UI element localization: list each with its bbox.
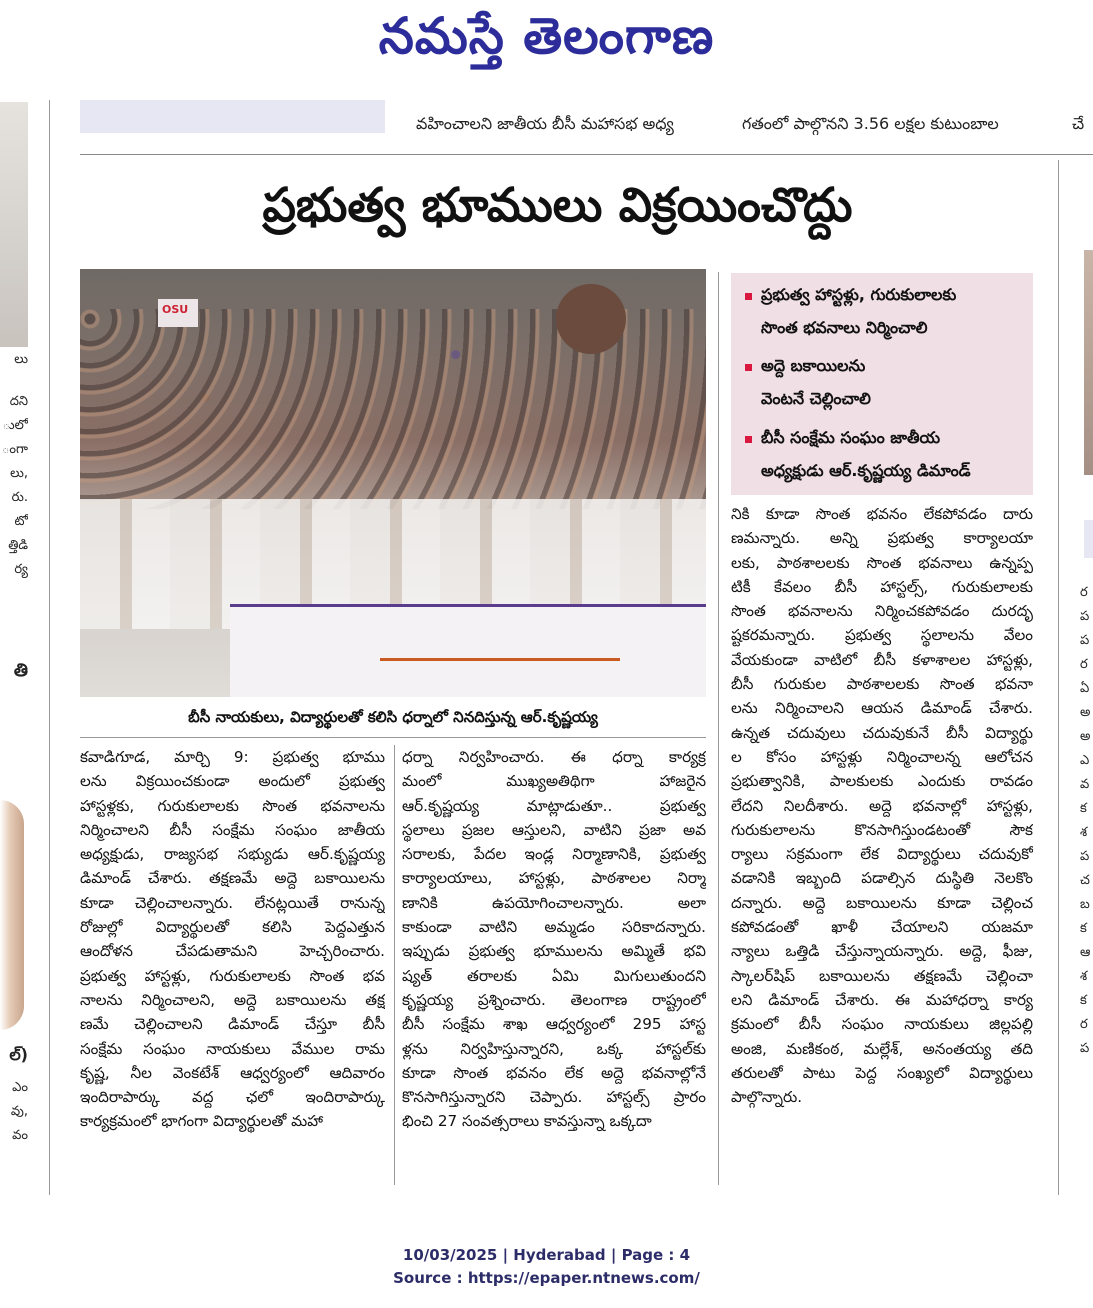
column-rule	[1058, 160, 1059, 1195]
page-footer	[0, 1244, 1093, 1290]
left-fragment: త్తిడి	[8, 538, 28, 553]
article-line: ఇప్పుడు ప్రభుత్వ భూములను అమ్మితే భవి	[402, 942, 706, 961]
article-line: కృష్ణయ్య ప్రశ్నించారు. తెలంగాణ రాష్ట్రంలో	[402, 990, 706, 1009]
top-divider	[80, 154, 1093, 155]
article-line: ప్రభుత్వానికి, పాలకులకు ఎందుకు రావడం	[731, 772, 1033, 791]
article-line: ల కోసం హాస్టళ్లు నిర్మించాలన్న ఆలోచన	[731, 747, 1033, 766]
left-fragment: తి	[13, 660, 28, 681]
article-line: నాలను నిర్మించాలని, అద్దె బకాయిలను తక్ష	[80, 990, 385, 1009]
article-line: తరులతో పాటు పెద్ద సంఖ్యలో విద్యార్థులు	[731, 1063, 1033, 1082]
left-fragment: ల్)	[9, 1045, 28, 1064]
right-neighbor-photo	[1084, 250, 1093, 475]
left-fragment: లు,	[10, 466, 28, 481]
right-fragment: చ	[1080, 873, 1090, 888]
right-fragment: అ	[1080, 729, 1091, 744]
article-line: ధర్నా నిర్వహించారు. ఈ ధర్నా కార్యక్ర	[402, 748, 706, 766]
right-fragment: ర	[1080, 1017, 1088, 1032]
right-fragment: బ	[1080, 897, 1090, 912]
article-line: సరాలకు, పేదల ఇండ్ల నిర్మాణానికి, ప్రభుత్వ	[402, 845, 706, 864]
right-fragment: ఏ	[1080, 681, 1090, 696]
right-fragment: ప	[1080, 609, 1090, 624]
left-fragment: ంగా	[1, 442, 28, 457]
article-line: ఆందోళన చేపడుతామని హెచ్చరించారు.	[80, 942, 385, 961]
photo-caption: బీసీ నాయకులు, విద్యార్థులతో కలిసి ధర్నాలో నినదిస్తున్న ఆర్.కృష్ణయ్య	[188, 708, 598, 726]
article-line: హాస్టళ్లకు, గురుకులాలకు సొంత భవనాలను	[80, 796, 385, 815]
left-neighbor-photo	[0, 102, 28, 347]
left-fragment: ఎం	[12, 1080, 28, 1095]
epaper-page	[0, 100, 1093, 1195]
article-line: లను నిర్మించాలని ఆయన డిమాండ్ చేశారు.	[731, 699, 1033, 718]
left-fragment: ర్య	[14, 562, 28, 577]
photo-sign-text: OSU	[162, 303, 189, 316]
article-line: ళ్లను నిర్వహిస్తున్నారని, ఒక్క హాస్టల్‌కు	[402, 1039, 706, 1058]
article-line: గురుకులాలను కొనసాగిస్తుండటంతో సౌక	[731, 820, 1033, 839]
top-reference-text: గతంలో పాల్గొనని 3.56 లక్షల కుటుంబాల	[742, 114, 999, 133]
article-line: సొంత భవనాలను నిర్మించకపోవడం దురదృ	[731, 602, 1033, 621]
left-fragment: ులో	[2, 418, 28, 433]
photo-banner	[230, 604, 706, 697]
article-line: స్థలాలు ప్రజల ఆస్తులని, వాటిని ప్రజా అవ	[402, 820, 706, 839]
right-fragment: ఎ	[1080, 753, 1090, 768]
highlight-line: సొంత భవనాలు నిర్మించాలి	[761, 318, 928, 337]
article-line: కపోవడంతో ఖాళీ చేయాలని యజమా	[731, 918, 1033, 937]
highlight-line: బీసీ సంక్షేమ సంఘం జాతీయ	[761, 428, 941, 447]
right-fragment: ర	[1080, 585, 1088, 600]
article-line: ష్యత్ తరాలకు ఏమి మిగులుతుందని	[402, 966, 706, 985]
column-rule	[394, 745, 395, 1185]
article-line: కాకుండా వాటిని అమ్మడం సరికాదన్నారు.	[402, 918, 706, 937]
right-fragment: క	[1080, 921, 1087, 936]
article-line: కార్యాలయాలు, హాస్టళ్లు, పాఠశాలల నిర్మా	[402, 869, 706, 888]
article-line: కూడా సొంత భవనం లేక అద్దె భవనాల్లోనే	[402, 1063, 706, 1082]
article-line: మంలో ముఖ్యఅతిథిగా హాజరైన	[402, 772, 706, 791]
article-line: టికీ కేవలం బీసీ హాస్టల్స్, గురుకులాలకు	[731, 577, 1033, 596]
right-fragment: శ	[1080, 969, 1088, 984]
right-fragment: శ	[1080, 825, 1088, 840]
article-line: ణమన్నారు. అన్ని ప్రభుత్వ కార్యాలయా	[731, 529, 1033, 548]
article-line: ఇందిరాపార్కు వద్ద ఛలో ఇందిరాపార్కు	[80, 1088, 385, 1107]
right-fragment: క	[1080, 993, 1087, 1008]
photo-banner-mark	[380, 637, 620, 661]
bullet-icon	[745, 293, 752, 300]
left-fragment: వు,	[10, 1104, 28, 1119]
article-headline: ప్రభుత్వ భూములు విక్రయించొద్దు	[262, 178, 853, 233]
right-fragment: క	[1080, 801, 1087, 816]
highlight-line: అద్దె బకాయిలను	[761, 356, 866, 375]
article-line: బీసీ సంక్షేమ శాఖ ఆధ్వర్యంలో 295 హాస్ట	[402, 1015, 706, 1034]
article-column-1	[80, 745, 385, 1134]
article-line: ప్రభుత్వ హాస్టళ్లు, గురుకులాలకు సొంత భవ	[80, 966, 385, 985]
article-line: కొనసాగిస్తున్నారని చెప్పారు. హాస్టల్స్ ప్రారం	[402, 1088, 706, 1107]
article-line: ర్యాలు సక్రమంగా లేక విద్యార్థులు చదువుకో	[731, 845, 1033, 864]
article-line: దన్నారు. అద్దె బకాయిలను కూడా చెల్లించ	[731, 893, 1033, 912]
highlights-box	[731, 273, 1033, 495]
article-line: కవాడిగూడ, మార్చి 9: ప్రభుత్వ భూము	[80, 748, 385, 766]
bullet-icon	[745, 364, 752, 371]
right-neighbor-column	[1066, 100, 1093, 1195]
right-fragment: ఆ	[1080, 945, 1091, 960]
masthead	[0, 0, 1093, 82]
left-neighbor-column	[0, 100, 28, 1195]
newspaper-logo: నమస్తే తెలంగాణ	[378, 6, 715, 65]
right-fragment: ప	[1080, 849, 1090, 864]
left-fragment: వం	[12, 1128, 28, 1143]
article-line: డిమాండ్ చేశారు. తక్షణమే అద్దె బకాయిలను	[80, 869, 385, 888]
article-line: కూడా చెల్లించాలన్నారు. లేనట్లయితే రానున్న	[80, 893, 385, 912]
left-fragment: టో	[14, 514, 28, 529]
top-reference-text: వహించాలని జాతీయ బీసీ మహాసభ అధ్య	[416, 114, 674, 133]
column-rule	[718, 272, 719, 1185]
article-column-3	[731, 502, 1033, 1109]
article-line: లకు, పాఠశాలలకు సొంత భవనాలు ఉన్నప్ప	[731, 553, 1033, 572]
article-line: నికి కూడా సొంత భవనం లేకపోవడం దారు	[731, 505, 1033, 523]
article-line: కృష్ణ, నీల వెంకటేశ్ ఆధ్వర్యంలో ఆదివారం	[80, 1063, 385, 1082]
article-line: అంజి, మణికంఠ, మల్లేశ్, అనంతయ్య తది	[731, 1039, 1033, 1058]
left-neighbor-photo-2	[0, 800, 24, 1030]
article-line: భించి 27 సంవత్సరాలు కావస్తున్నా ఒక్కదా	[402, 1112, 652, 1131]
article-line: అధ్యక్షుడు, రాజ్యసభ సభ్యుడు ఆర్.కృష్ణయ్య	[80, 845, 385, 864]
article-line: న్యాలు ఒత్తిడి చేస్తున్నాయన్నారు. అద్దె, ఫీజు,	[731, 942, 1033, 961]
right-fragment: వ	[1080, 777, 1090, 792]
article-line: స్కాలర్‌షిప్ బకాయిలను తక్షణమే చెల్లించా	[731, 966, 1033, 985]
article-line: ణమే చెల్లించాలని డిమాండ్ చేస్తూ బీసీ	[80, 1015, 385, 1034]
article-line: లని డిమాండ్ చేశారు. ఈ మహాధర్నా కార్య	[731, 990, 1033, 1009]
column-rule	[49, 100, 50, 1195]
left-fragment: రు.	[11, 490, 28, 505]
article-line: ఉన్నత చదువులు చదువుకునే బీసీ విద్యార్థు	[731, 723, 1033, 742]
right-fragment: ప	[1080, 1041, 1090, 1056]
caption-divider	[80, 737, 706, 738]
article-line: నిర్మించాలని బీసీ సంక్షేమ సంఘం జాతీయ	[80, 820, 385, 839]
footer-source-line: Source : https://epaper.ntnews.com/	[393, 1269, 700, 1287]
article-line: లేదని నిలదీశారు. అద్దె భవనాల్లో హాస్టళ్లు,	[731, 796, 1033, 815]
photo-speaker	[556, 284, 626, 354]
right-fragment: ర	[1080, 657, 1088, 672]
article-line: లను విక్రయించకుండా అందులో ప్రభుత్వ	[80, 772, 385, 791]
top-reference-text: చే	[1072, 114, 1085, 133]
article-line: పాల్గొన్నారు.	[731, 1088, 803, 1107]
article-line: వేయకుండా వాటిలో బీసీ కళాశాలల హాస్టళ్లు,	[731, 650, 1033, 669]
article-column-2	[402, 745, 706, 1134]
article-line: ఆర్.కృష్ణయ్య మాట్లాడుతూ.. ప్రభుత్వ	[402, 796, 706, 815]
article-line: క్రమంలో బీసీ సంఘం నాయకులు జిల్లపల్లి	[731, 1015, 1033, 1034]
article-line: కార్యక్రమంలో భాగంగా విద్యార్థులతో మహా	[80, 1112, 323, 1131]
article-line: బీసీ గురుకుల పాఠశాలలకు సొంత భవనా	[731, 675, 1033, 694]
highlight-line: వెంటనే చెల్లించాలి	[761, 389, 871, 408]
right-fragment: ప	[1080, 633, 1090, 648]
right-neighbor-box	[1084, 520, 1093, 558]
footer-date-line: 10/03/2025 | Hyderabad | Page : 4	[402, 1246, 691, 1264]
right-fragment: అ	[1080, 705, 1091, 720]
highlight-line: ప్రభుత్వ హాస్టళ్లు, గురుకులాలకు	[761, 285, 957, 304]
top-reference-box	[80, 100, 385, 133]
article-line: వడానికి ఇబ్బంది పడాల్సిన దుస్థితి నెలకొం	[731, 869, 1033, 888]
article-line: రోజుల్లో విద్యార్థులతో కలిసి పెద్దఎత్తున	[80, 918, 385, 937]
article-line: ణానికి ఉపయోగించాలన్నారు. అలా	[402, 893, 706, 912]
bullet-icon	[745, 436, 752, 443]
article-line: ష్టకరమన్నారు. ప్రభుత్వ స్థలాలను వేలం	[731, 626, 1033, 645]
article-photo	[80, 269, 706, 697]
left-fragment: లు	[14, 352, 28, 367]
left-fragment: దని	[9, 394, 28, 409]
article-line: సంక్షేమ సంఘం నాయకులు వేముల రామ	[80, 1039, 385, 1058]
highlight-line: అధ్యక్షుడు ఆర్.కృష్ణయ్య డిమాండ్	[761, 461, 971, 480]
